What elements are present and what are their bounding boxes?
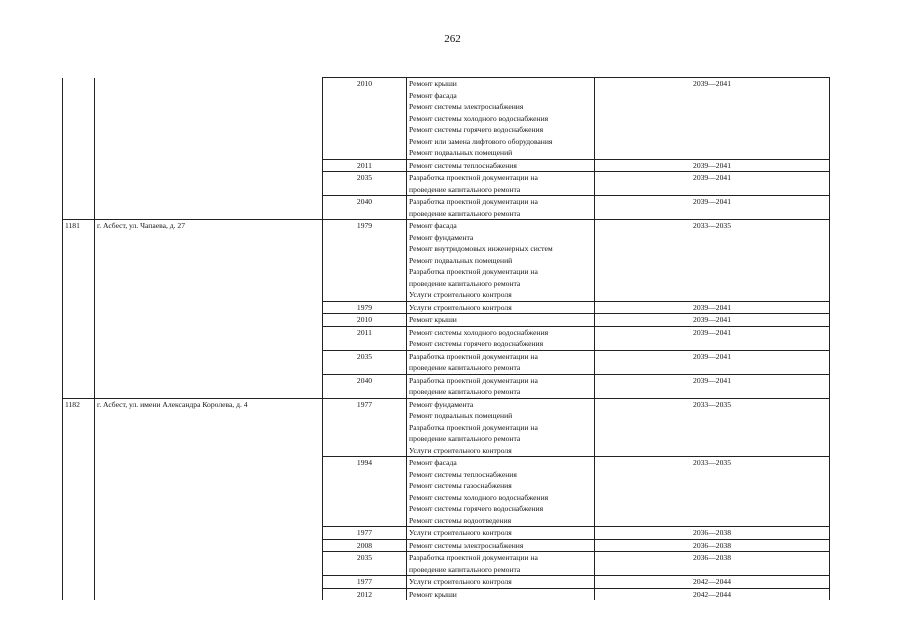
work-item: Ремонт внутридомовых инженерных систем [409,244,553,253]
table-row [63,552,830,576]
table-row [63,220,830,302]
building-address [95,172,323,196]
building-address [95,196,323,220]
work-item: проведение капитального ремонта [409,278,521,288]
work-item: Ремонт подвальных помещений [409,255,513,265]
works-cell [407,301,595,314]
year-cell: 1979 [323,301,407,314]
page-number: 262 [444,33,461,45]
work-item: Ремонт фасада [409,458,457,467]
work-item: Ремонт системы теплоснабжения [409,469,517,479]
year-cell: 2010 [323,78,407,160]
work-item: Ремонт фасада [409,90,457,100]
year-cell: 1994 [323,457,407,527]
table-row [63,539,830,552]
period-cell: 2036—2038 [595,552,830,576]
table-row [63,196,830,220]
work-item: Ремонт крыши [409,315,457,324]
building-number [63,552,95,576]
table-row [63,374,830,398]
period-cell: 2039—2041 [595,196,830,220]
work-item: Ремонт фундамента [409,399,474,409]
year-cell: 2012 [323,588,407,600]
work-item: проведение капитального ремонта [409,564,521,574]
works-cell [407,196,595,220]
year-cell: 1977 [323,527,407,540]
period-cell: 2039—2041 [595,350,830,374]
works-cell [407,588,595,600]
table-row [63,301,830,314]
building-number [63,350,95,374]
table-row [63,398,830,457]
work-item: Ремонт или замена лифтового оборудования [409,136,553,146]
building-address: г. Асбест, ул. Чапаева, д. 27 [95,220,323,302]
work-item: Ремонт крыши [409,79,457,88]
period-cell: 2039—2041 [595,159,830,172]
work-item: Разработка проектной документации на [409,351,538,361]
work-item: Ремонт системы горячего водоснабжения [409,504,544,513]
works-cell [407,552,595,576]
works-cell [407,172,595,196]
year-cell: 2008 [323,539,407,552]
work-item: Ремонт системы теплоснабжения [409,160,517,170]
year-cell: 2010 [323,314,407,327]
work-item: Услуги строительного контроля [409,577,512,586]
year-cell: 2011 [323,326,407,350]
building-address [95,527,323,540]
work-item: проведение капитального ремонта [409,434,521,443]
building-number [63,314,95,327]
works-cell [407,374,595,398]
period-cell: 2042—2044 [595,588,830,600]
work-item: Услуги строительного контроля [409,528,512,537]
works-cell [407,220,595,302]
period-cell: 2039—2041 [595,301,830,314]
building-address [95,326,323,350]
works-cell [407,314,595,327]
work-item: Разработка проектной документации на [409,553,538,562]
table-row [63,527,830,540]
table-row [63,350,830,374]
period-cell: 2039—2041 [595,172,830,196]
work-item: Ремонт подвальных помещений [409,148,513,157]
works-cell [407,398,595,457]
building-address [95,301,323,314]
building-address: г. Асбест, ул. имени Александра Королева, д. 4 [95,398,323,457]
building-number [63,78,95,160]
work-item: Ремонт системы электроснабжения [409,540,524,550]
works-cell [407,350,595,374]
work-item: Разработка проектной документации на [409,422,538,432]
building-address [95,159,323,172]
building-number [63,172,95,196]
period-cell: 2036—2038 [595,539,830,552]
work-item: Разработка проектной документации на [409,197,538,206]
work-item: проведение капитального ремонта [409,208,521,218]
year-cell: 1977 [323,398,407,457]
building-address [95,374,323,398]
building-address [95,552,323,576]
work-item: проведение капитального ремонта [409,184,521,194]
building-address [95,78,323,160]
year-cell: 2040 [323,196,407,220]
works-cell [407,576,595,589]
year-cell: 1979 [323,220,407,302]
work-item: Ремонт системы холодного водоснабжения [409,327,549,337]
table-row [63,78,830,160]
building-number: 1181 [63,220,95,302]
work-item: Ремонт подвальных помещений [409,411,513,420]
building-number [63,374,95,398]
period-cell: 2039—2041 [595,78,830,160]
building-address [95,457,323,527]
year-cell: 2040 [323,374,407,398]
building-address [95,576,323,589]
period-cell: 2033—2035 [595,220,830,302]
works-cell [407,539,595,552]
year-cell: 2035 [323,350,407,374]
work-item: Разработка проектной документации на [409,375,538,385]
works-cell [407,78,595,160]
building-address [95,588,323,600]
works-cell [407,326,595,350]
building-number: 1182 [63,398,95,457]
works-cell [407,527,595,540]
works-cell [407,159,595,172]
building-number [63,301,95,314]
work-item: Ремонт системы горячего водоснабжения [409,339,544,348]
building-number [63,457,95,527]
building-number [63,527,95,540]
work-item: Ремонт фасада [409,221,457,230]
work-item: Ремонт фундамента [409,232,474,242]
period-cell: 2036—2038 [595,527,830,540]
work-item: Ремонт системы горячего водоснабжения [409,125,544,134]
work-item: Ремонт системы водоотведения [409,515,512,525]
period-cell: 2033—2035 [595,398,830,457]
period-cell: 2039—2041 [595,326,830,350]
building-number [63,196,95,220]
works-cell [407,457,595,527]
work-item: проведение капитального ремонта [409,387,521,396]
work-item: Услуги строительного контроля [409,290,512,299]
work-item: Разработка проектной документации на [409,173,538,182]
table-row [63,314,830,327]
work-item: Ремонт крыши [409,589,457,599]
work-item: Разработка проектной документации на [409,267,538,276]
work-item: Услуги строительного контроля [409,445,512,455]
work-item: Ремонт системы холодного водоснабжения [409,492,549,502]
period-cell: 2039—2041 [595,314,830,327]
repair-schedule-table [62,77,830,600]
table-row [63,326,830,350]
year-cell: 2011 [323,159,407,172]
work-item: проведение капитального ремонта [409,363,521,372]
building-number [63,588,95,600]
year-cell: 2035 [323,552,407,576]
period-cell: 2039—2041 [595,374,830,398]
period-cell: 2042—2044 [595,576,830,589]
table-row [63,159,830,172]
table-row [63,172,830,196]
table-row [63,588,830,600]
work-item: Ремонт системы газоснабжения [409,481,512,490]
work-item: Ремонт системы холодного водоснабжения [409,113,549,123]
building-number [63,539,95,552]
building-address [95,350,323,374]
building-number [63,159,95,172]
building-address [95,314,323,327]
period-cell: 2033—2035 [595,457,830,527]
work-item: Ремонт системы электроснабжения [409,102,524,111]
table-row [63,457,830,527]
year-cell: 1977 [323,576,407,589]
building-number [63,326,95,350]
year-cell: 2035 [323,172,407,196]
table-row [63,576,830,589]
building-number [63,576,95,589]
work-item: Услуги строительного контроля [409,302,512,312]
building-address [95,539,323,552]
